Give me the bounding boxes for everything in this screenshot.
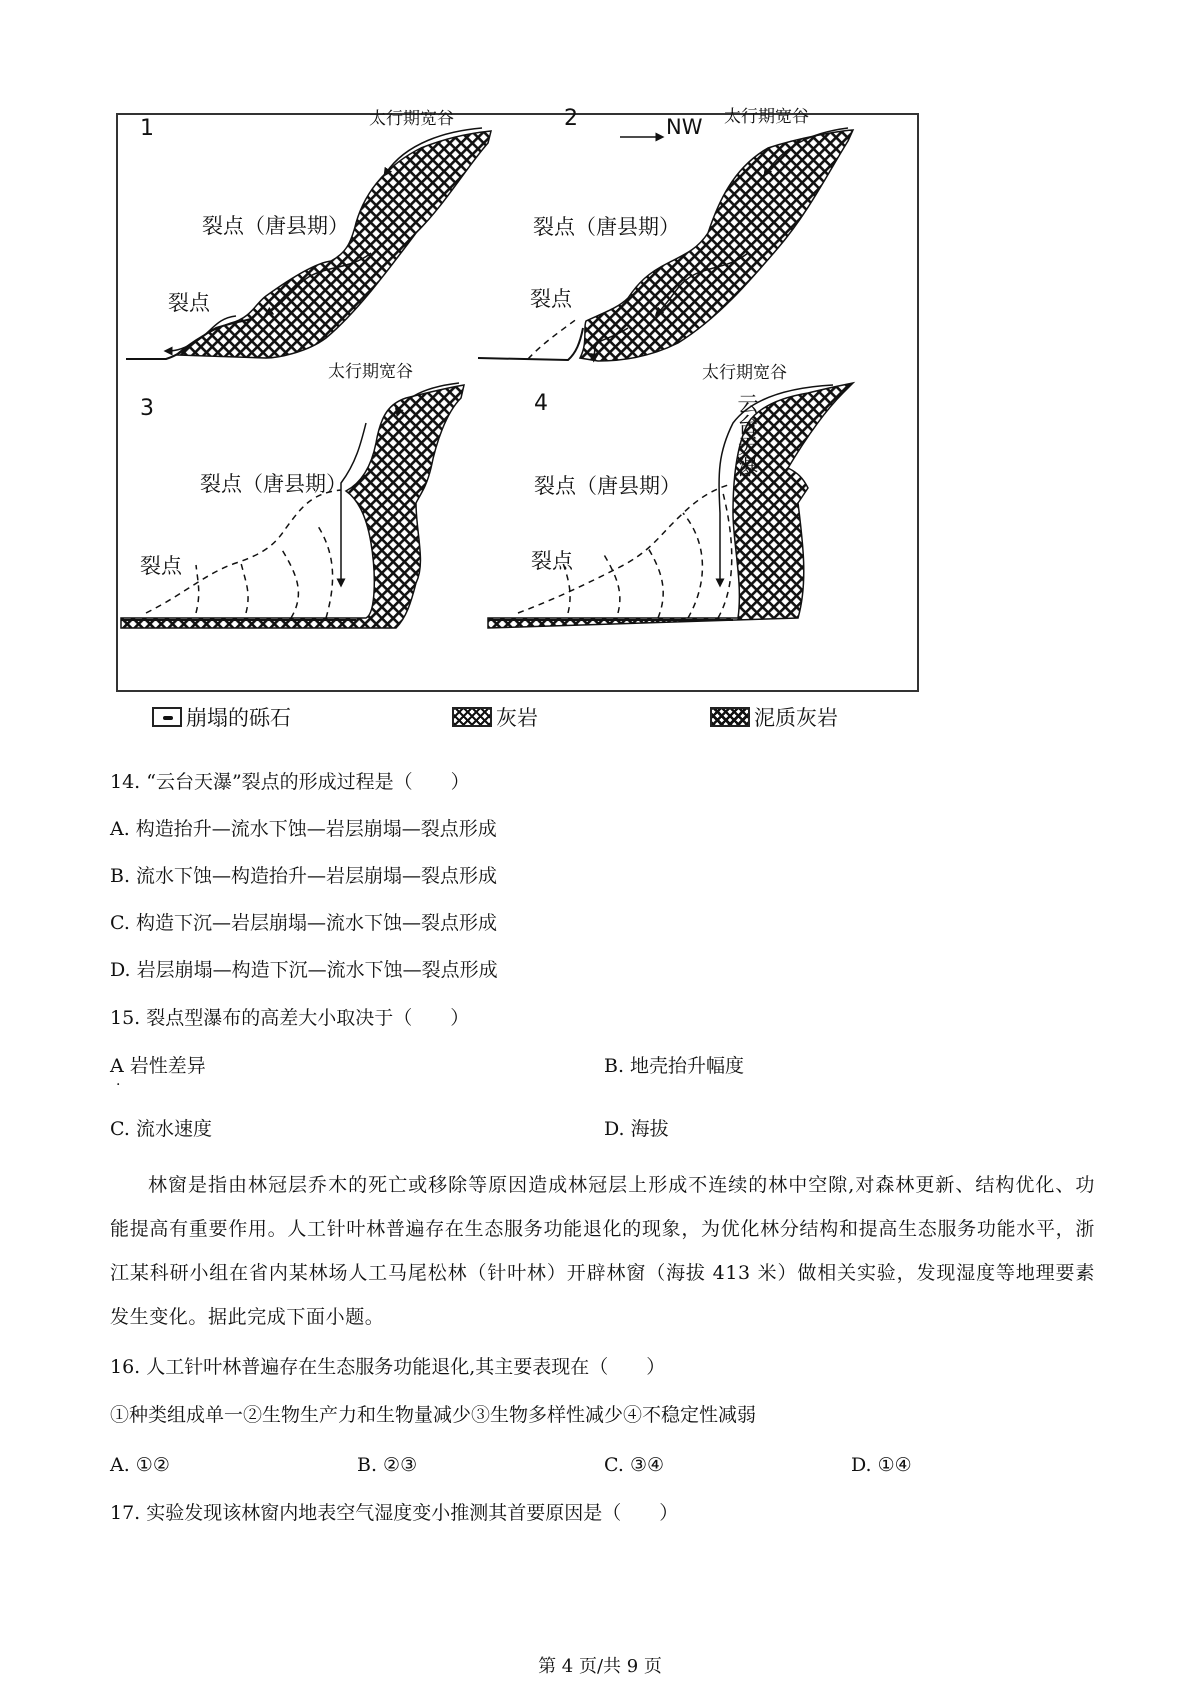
figure-drawing (116, 113, 919, 692)
reading-passage (110, 1163, 1095, 1339)
panel-3-knickpoint-label: 裂点 (140, 554, 182, 578)
panel-4-knickpoint-tangxian-label: 裂点（唐县期） (534, 474, 681, 498)
panel-3-dash-4 (281, 548, 298, 618)
question-14-option-a[interactable]: A. 构造抬升—流水下蚀—岩层崩塌—裂点形成 (110, 818, 497, 840)
panel-2-rock (580, 130, 853, 361)
question-14-stem: 14. “云台天瀑”裂点的形成过程是（ ） (110, 771, 470, 793)
panel-2-wide-valley-label: 太行期宽谷 (724, 107, 809, 127)
panel-4-rock (488, 383, 853, 628)
panel-2-knickpoint-tangxian-label: 裂点（唐县期） (533, 215, 680, 239)
question-17-stem: 17. 实验发现该林窗内地表空气湿度变小推测其首要原因是（ ） (110, 1502, 679, 1524)
legend-gravel (152, 702, 291, 732)
panel-1-rock (176, 131, 491, 358)
legend-marly-limestone (710, 702, 838, 732)
panel-3-number: 3 (140, 396, 154, 421)
panel-4-drawing (488, 383, 853, 628)
geomorphology-figure (116, 106, 919, 692)
panel-3-knickpoint-tangxian-label: 裂点（唐县期） (200, 472, 347, 496)
marly-limestone-hatch-icon (710, 707, 750, 727)
legend-limestone (452, 702, 538, 732)
question-16-option-a[interactable]: A. ①② (110, 1454, 170, 1476)
question-15-option-c[interactable]: C. 流水速度 (110, 1118, 212, 1140)
panel-3-dash-5 (316, 523, 333, 618)
limestone-hatch-icon (452, 707, 492, 727)
panel-1-knickpoint-label: 裂点 (168, 291, 210, 315)
stray-dot: · (116, 1077, 121, 1093)
panel-2-collapse-dash (528, 318, 578, 359)
panel-3-rock (121, 385, 464, 628)
passage-text: 林窗是指由林冠层乔木的死亡或移除等原因造成林冠层上形成不连续的林中空隙,对森林更新、结构优化、功能提高有重要作用。人工针叶林普遍存在生态服务功能退化的现象，为优化林分结构和提高生态服务功能水平，浙江某科研小组在省内某林场人工马尾松林（针叶林）开辟林窗（海拔 413 米）做相关实验，发现湿度等地理要素发生变化。据此完成下面小题。 (110, 1174, 1095, 1328)
page-number-footer: 第 4 页/共 9 页 (538, 1656, 662, 1677)
panel-3-dash-2 (196, 565, 199, 613)
panel-1-number: 1 (140, 116, 154, 141)
direction-nw-label: NW (666, 115, 703, 139)
panel-3-wide-valley-label: 太行期宽谷 (328, 362, 413, 382)
panel-3-drawing (121, 383, 464, 628)
question-15-option-d[interactable]: D. 海拔 (604, 1118, 669, 1140)
panel-2-knickpoint-label: 裂点 (530, 287, 572, 311)
legend-gravel-label: 崩塌的砾石 (186, 706, 291, 730)
panel-2-river (478, 328, 583, 360)
question-16-items: ①种类组成单一②生物生产力和生物量减少③生物多样性减少④不稳定性减弱 (110, 1404, 757, 1426)
question-15-stem: 15. 裂点型瀑布的高差大小取决于（ ） (110, 1007, 470, 1029)
panel-4-number: 4 (534, 391, 548, 416)
panel-4-knickpoint-label: 裂点 (531, 549, 573, 573)
panel-3-dash-3 (241, 563, 248, 613)
question-15-option-b[interactable]: B. 地壳抬升幅度 (604, 1055, 745, 1077)
panel-4-dash-3 (603, 553, 620, 613)
gravel-icon (152, 707, 182, 727)
panel-4-dash-5 (683, 513, 702, 618)
question-16-stem: 16. 人工针叶林普遍存在生态服务功能退化,其主要表现在（ ） (110, 1356, 666, 1378)
question-16-option-b[interactable]: B. ②③ (357, 1454, 418, 1476)
panel-4-wide-valley-label: 太行期宽谷 (702, 363, 787, 383)
waterfall-label: 云台天瀑 (735, 393, 759, 477)
question-14-option-d[interactable]: D. 岩层崩塌—构造下沉—流水下蚀—裂点形成 (110, 959, 498, 981)
question-15-option-a[interactable]: A 岩性差异 (110, 1055, 206, 1077)
legend-limestone-label: 灰岩 (496, 706, 538, 730)
panel-1-drawing (126, 128, 491, 359)
question-16-option-c[interactable]: C. ③④ (604, 1454, 665, 1476)
panel-1-wide-valley-label: 太行期宽谷 (369, 109, 454, 129)
panel-4-dash-4 (648, 548, 663, 618)
question-16-option-d[interactable]: D. ①④ (851, 1454, 912, 1476)
panel-2-drawing (478, 128, 853, 361)
question-14-option-c[interactable]: C. 构造下沉—岩层崩塌—流水下蚀—裂点形成 (110, 912, 497, 934)
panel-2-number: 2 (564, 106, 578, 131)
panel-1-knickpoint-tangxian-label: 裂点（唐县期） (202, 214, 349, 238)
question-14-option-b[interactable]: B. 流水下蚀—构造抬升—岩层崩塌—裂点形成 (110, 865, 498, 887)
legend-marly-limestone-label: 泥质灰岩 (754, 706, 838, 730)
